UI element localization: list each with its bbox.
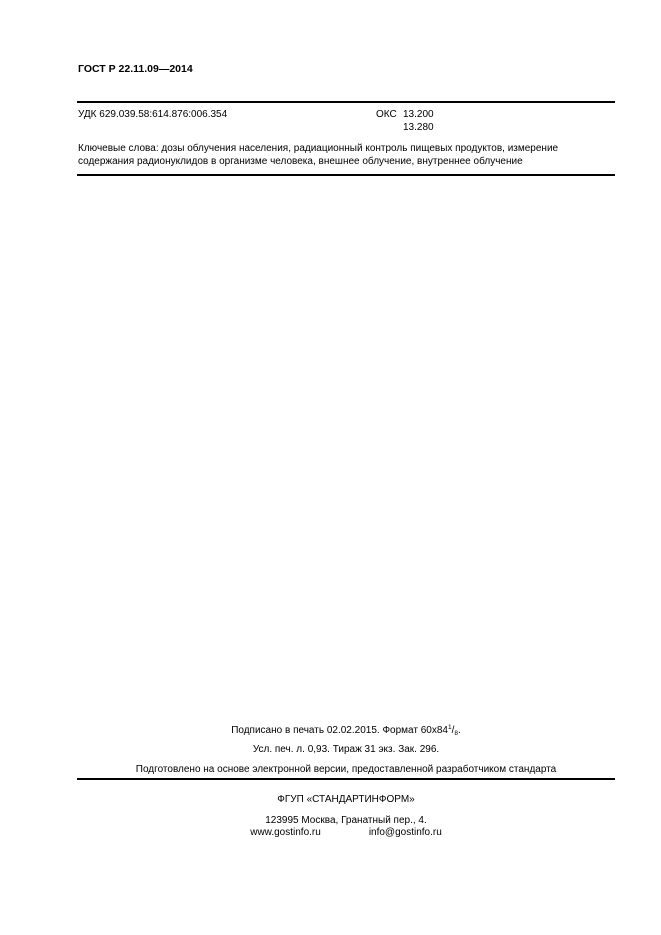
oks-code: 13.280 <box>403 122 434 133</box>
website-link[interactable]: www.gostinfo.ru <box>250 827 321 838</box>
publisher-contacts <box>77 827 615 838</box>
format-denominator: 8 <box>454 730 459 737</box>
prepared-note: Подготовлено на основе электронной версии, предоставленной разработчиком стандарта <box>135 764 557 775</box>
format-slash: / <box>451 725 455 736</box>
keywords-text: Ключевые слова: дозы облучения населения, радиационный контроль пищевых продуктов, измерение содержания радионуклидов в организме человека, внешнее облучение, внутреннее облучение <box>78 143 559 167</box>
signed-text: Подписано в печать 02.02.2015. Формат 60x84 <box>231 725 448 736</box>
bottom-divider <box>77 778 615 780</box>
middle-divider <box>77 174 615 176</box>
format-end: . <box>458 725 461 736</box>
top-divider <box>77 101 615 103</box>
publisher-address: 123995 Москва, Гранатный пер., 4. <box>265 815 427 826</box>
oks-code: 13.200 <box>403 109 434 120</box>
format-numerator: 1 <box>447 724 452 731</box>
oks-label: ОКС <box>376 109 397 120</box>
email-link[interactable]: info@gostinfo.ru <box>368 827 442 838</box>
signed-line <box>77 725 615 736</box>
print-info: Усл. печ. л. 0,93. Тираж 31 экз. Зак. 296. <box>252 744 440 755</box>
standard-code: ГОСТ Р 22.11.09—2014 <box>78 63 193 75</box>
publisher-name: ФГУП «СТАНДАРТИНФОРМ» <box>277 794 415 805</box>
udc-code: УДК 629.039.58:614.876:006.354 <box>78 109 228 120</box>
